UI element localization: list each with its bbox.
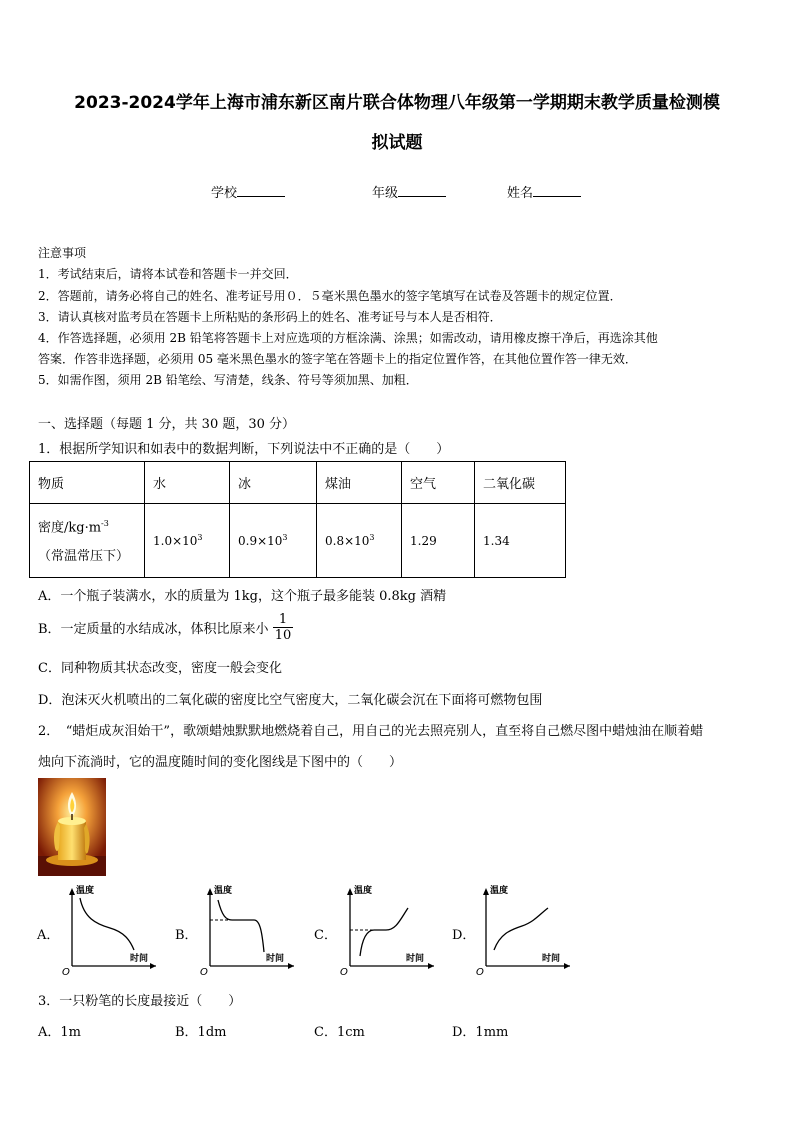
note-item: 1．考试结束后，请将本试卷和答题卡一并交回． xyxy=(38,267,298,281)
school-field xyxy=(211,182,285,201)
condition-label: （常温常压下） xyxy=(38,548,130,564)
table-header-cell: 水 xyxy=(145,462,230,504)
note-item: 5．如需作图，须用 2B 铅笔绘、写清楚，线条、符号等须加黑、加粗． xyxy=(38,373,418,387)
q2-option-b-label: B． xyxy=(175,928,198,943)
graph-d xyxy=(474,884,574,976)
table-cell: $1.0\times 10^3$ xyxy=(145,504,230,578)
table-row xyxy=(30,504,566,578)
section-heading: 一、选择题（每题 1 分，共 30 题，30 分） xyxy=(38,417,296,432)
note-item: 2．答题前，请务必将自己的姓名、准考证号用０．５毫米黑色墨水的签字笔填写在试卷及答题卡的规定位置． xyxy=(38,289,622,303)
q2-option-a-label: A． xyxy=(37,928,60,943)
q2-option-c-label: C． xyxy=(314,928,337,943)
notes-heading: 注意事项 xyxy=(38,246,87,260)
svg-text:温度: 温度 xyxy=(354,886,373,896)
density-unit-label: 密度/kg·m xyxy=(38,520,102,536)
density-table xyxy=(29,461,566,578)
svg-text:温度: 温度 xyxy=(490,886,509,896)
table-header-cell: 冰 xyxy=(230,462,317,504)
note-item: 4．作答选择题，必须用 2B 铅笔将答题卡上对应选项的方框涂满、涂黑；如需改动，请用橡皮擦干净后，再选涂其他 xyxy=(38,331,658,345)
question-3-stem: 3．一只粉笔的长度最接近（ ） xyxy=(38,994,242,1009)
q1-option-b: B．一定质量的水结成冰，体积比原来小 $\frac{1}{10}$ xyxy=(38,612,292,643)
q3-option-c: C．1cm xyxy=(314,1025,365,1040)
table-cell: 1.34 xyxy=(475,504,566,578)
svg-text:O: O xyxy=(476,967,484,976)
name-label: 姓名 xyxy=(507,186,534,201)
table-row-label: 密度$/kg\cdot m^{-3}$ （常温常压下） xyxy=(30,504,145,578)
q1-option-a: A．一个瓶子装满水，水的质量为 1kg，这个瓶子最多能装 0.8kg 酒精 xyxy=(38,589,447,604)
curve-d xyxy=(494,908,548,950)
table-header-cell: 煤油 xyxy=(317,462,402,504)
graph-c xyxy=(338,884,438,976)
table-header-cell: 空气 xyxy=(402,462,475,504)
y-axis-label: 温度 xyxy=(76,886,95,896)
candle-image xyxy=(38,778,106,876)
graph-b xyxy=(198,884,298,976)
q1-option-d: D．泡沫灭火机喷出的二氧化碳的密度比空气密度大，二氧化碳会沉在下面将可燃物包围 xyxy=(38,693,543,708)
table-cell: 1.29 xyxy=(402,504,475,578)
q3-option-b: B．1dm xyxy=(175,1025,227,1040)
svg-text:O: O xyxy=(200,967,208,976)
table-cell: $0.9\times 10^3$ xyxy=(230,504,317,578)
table-header-row xyxy=(30,462,566,504)
exam-title-line2: 拟试题 xyxy=(371,133,423,153)
curve-b xyxy=(218,900,264,952)
question-1-stem: 1．根据所学知识和如表中的数据判断，下列说法中不正确的是（ ） xyxy=(38,442,450,457)
table-cell: $0.8\times 10^3$ xyxy=(317,504,402,578)
q2-option-d-label: D． xyxy=(452,928,476,943)
curve-c xyxy=(360,908,408,956)
svg-text:O: O xyxy=(340,967,348,976)
question-2-stem-line2: 烛向下流淌时，它的温度随时间的变化图线是下图中的（ ） xyxy=(38,755,403,770)
svg-text:温度: 温度 xyxy=(214,886,233,896)
school-label: 学校 xyxy=(211,186,238,201)
name-field xyxy=(507,182,581,201)
svg-text:时间: 时间 xyxy=(542,954,561,964)
svg-text:时间: 时间 xyxy=(266,954,285,964)
table-header-cell: 二氧化碳 xyxy=(475,462,566,504)
q3-option-d: D．1mm xyxy=(452,1025,509,1040)
grade-label: 年级 xyxy=(372,186,399,201)
q3-option-a: A．1m xyxy=(38,1025,81,1040)
question-2-stem-line1: 2． “蜡炬成灰泪始干”，歌颂蜡烛默默地燃烧着自己，用自己的光去照亮别人，直至将自己燃尽图中蜡烛油在顺着蜡 xyxy=(38,724,704,739)
note-item: 答案．作答非选择题，必须用 05 毫米黑色墨水的签字笔在答题卡上的指定位置作答，在其他位置作答一律无效． xyxy=(38,352,637,366)
x-axis-label: 时间 xyxy=(130,954,149,964)
grade-field xyxy=(372,182,446,201)
q1-option-c: C．同种物质其状态改变，密度一般会变化 xyxy=(38,661,282,676)
origin-label: O xyxy=(62,967,70,976)
note-item: 3．请认真核对监考员在答题卡上所粘贴的条形码上的姓名、准考证号与本人是否相符． xyxy=(38,310,502,324)
svg-text:时间: 时间 xyxy=(406,954,425,964)
graph-a xyxy=(60,884,160,976)
fraction: $\frac{1}{10}$ xyxy=(274,612,292,643)
table-header-cell: 物质 xyxy=(30,462,145,504)
exam-title-line1: 2023-2024学年上海市浦东新区南片联合体物理八年级第一学期期末教学质量检测模 xyxy=(74,93,720,113)
curve-a xyxy=(80,898,134,950)
